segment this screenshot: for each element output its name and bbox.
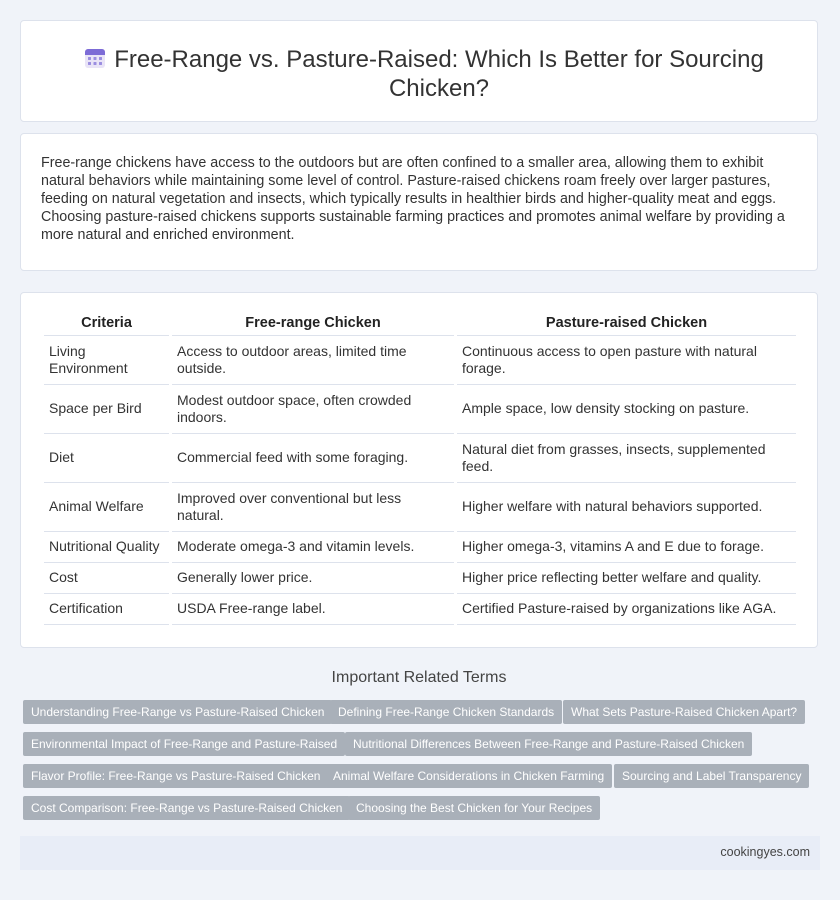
free-range-cell: Commercial feed with some foraging. [172,434,454,483]
related-term-tag[interactable]: Defining Free-Range Chicken Standards [330,700,562,724]
criteria-cell: Diet [44,434,169,483]
related-terms-section [20,668,818,815]
header-criteria: Criteria [44,311,169,336]
related-term-tag[interactable]: Sourcing and Label Transparency [614,764,809,788]
pasture-raised-cell: Higher price reflecting better welfare and quality. [457,563,796,594]
free-range-cell: Modest outdoor space, often crowded indoors. [172,385,454,434]
footer [20,836,820,870]
header-pasture-raised: Pasture-raised Chicken [457,311,796,336]
criteria-cell: Certification [44,594,169,625]
free-range-cell: Access to outdoor areas, limited time outside. [172,336,454,385]
intro-card [20,133,818,271]
table-header-row [44,311,796,336]
related-term-tag[interactable]: Choosing the Best Chicken for Your Recipes [348,796,600,820]
free-range-cell: Generally lower price. [172,563,454,594]
pasture-raised-cell: Continuous access to open pasture with natural forage. [457,336,796,385]
related-term-tag[interactable]: Flavor Profile: Free-Range vs Pasture-Raised Chicken [23,764,328,788]
related-term-tag[interactable]: Animal Welfare Considerations in Chicken Farming [325,764,612,788]
pasture-raised-cell: Higher welfare with natural behaviors supported. [457,483,796,532]
criteria-cell: Space per Bird [44,385,169,434]
free-range-cell: USDA Free-range label. [172,594,454,625]
site-name[interactable]: cookingyes.com [720,845,810,859]
table-row [44,336,796,385]
table-row [44,434,796,483]
pasture-raised-cell: Natural diet from grasses, insects, supplemented feed. [457,434,796,483]
pasture-raised-cell: Higher omega-3, vitamins A and E due to forage. [457,532,796,563]
title-card [20,20,818,122]
related-terms-heading: Important Related Terms [331,669,507,686]
intro-paragraph: Free-range chickens have access to the outdoors but are often confined to a smaller area, allowing them to exhibit natural behaviors while maintaining some level of control. Pasture-raised chickens roam freely over larger pastures, feeding on natural vegetation and insects, which typically results in healthier birds and higher-quality meat and eggs. Choosing pasture-raised chickens supports sustainable farming practices and promotes animal welfare by providing a more natural and enriched environment. [41,155,785,243]
related-term-tag[interactable]: Environmental Impact of Free-Range and Pasture-Raised [23,732,345,756]
table-row [44,594,796,625]
related-term-tag[interactable]: What Sets Pasture-Raised Chicken Apart? [563,700,805,724]
related-term-tag[interactable]: Nutritional Differences Between Free-Range and Pasture-Raised Chicken [345,732,752,756]
free-range-cell: Moderate omega-3 and vitamin levels. [172,532,454,563]
comparison-card [20,292,818,648]
table-row [44,532,796,563]
pasture-raised-cell: Certified Pasture-raised by organizations like AGA. [457,594,796,625]
free-range-cell: Improved over conventional but less natural. [172,483,454,532]
table-row [44,385,796,434]
criteria-cell: Nutritional Quality [44,532,169,563]
criteria-cell: Animal Welfare [44,483,169,532]
table-row [44,563,796,594]
header-free-range: Free-range Chicken [172,311,454,336]
comparison-table [41,311,799,625]
pasture-raised-cell: Ample space, low density stocking on pasture. [457,385,796,434]
table-row [44,483,796,532]
page-title: Free-Range vs. Pasture-Raised: Which Is Better for Sourcing Chicken? [114,46,764,102]
criteria-cell: Living Environment [44,336,169,385]
related-term-tag[interactable]: Cost Comparison: Free-Range vs Pasture-Raised Chicken [23,796,350,820]
criteria-cell: Cost [44,563,169,594]
related-term-tag[interactable]: Understanding Free-Range vs Pasture-Raised Chicken [23,700,332,724]
